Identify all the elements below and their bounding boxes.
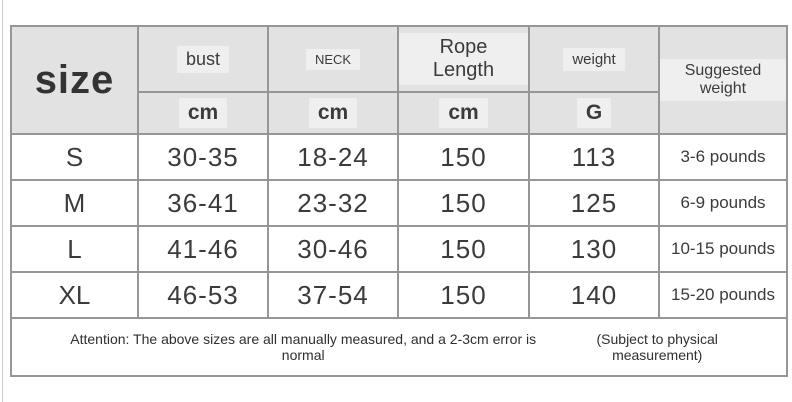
cell-suggested-weight: 10-15 pounds [659,226,787,272]
footer-cell [11,318,787,376]
size-chart-table [10,25,788,377]
cell-bust: 46-53 [138,272,268,318]
unit-bust [138,92,268,134]
table-row-l [11,226,787,272]
header-neck [268,26,398,92]
cell-neck: 18-24 [268,134,398,180]
unit-rope-length-label: cm [439,98,487,128]
header-bust-label: bust [177,46,229,73]
cell-weight: 130 [529,226,659,272]
cell-size: XL [11,272,138,318]
table-row-s [11,134,787,180]
table-row-m [11,180,787,226]
left-edge-line [2,0,3,402]
header-weight [529,26,659,92]
header-rope-length-label: Rope Length [399,33,528,85]
header-size: size [11,26,138,134]
measurement-note: (Subject to physical measurement) [596,331,718,363]
cell-bust: 41-46 [138,226,268,272]
header-neck-label: NECK [306,49,360,70]
cell-suggested-weight: 3-6 pounds [659,134,787,180]
header-rope-length [398,26,529,92]
cell-neck: 37-54 [268,272,398,318]
unit-weight [529,92,659,134]
attention-note: Attention: The above sizes are all manually measured, and a 2-3cm error is normal [70,331,537,363]
header-bust [138,26,268,92]
cell-neck: 30-46 [268,226,398,272]
cell-size: S [11,134,138,180]
header-weight-label: weight [563,48,624,71]
cell-bust: 30-35 [138,134,268,180]
cell-suggested-weight: 6-9 pounds [659,180,787,226]
cell-bust: 36-41 [138,180,268,226]
footer-row [11,318,787,376]
cell-rope-length: 150 [398,272,529,318]
cell-rope-length: 150 [398,134,529,180]
cell-size: M [11,180,138,226]
cell-weight: 140 [529,272,659,318]
header-suggested-weight-label: Suggested weight [660,59,786,101]
unit-neck [268,92,398,134]
unit-weight-label: G [577,98,611,128]
unit-neck-label: cm [309,98,357,128]
cell-weight: 113 [529,134,659,180]
cell-rope-length: 150 [398,226,529,272]
header-suggested-weight [659,26,787,134]
header-row-1 [11,26,787,92]
cell-size: L [11,226,138,272]
unit-rope-length [398,92,529,134]
cell-rope-length: 150 [398,180,529,226]
cell-suggested-weight: 15-20 pounds [659,272,787,318]
unit-bust-label: cm [179,98,227,128]
cell-weight: 125 [529,180,659,226]
table-row-xl [11,272,787,318]
cell-neck: 23-32 [268,180,398,226]
